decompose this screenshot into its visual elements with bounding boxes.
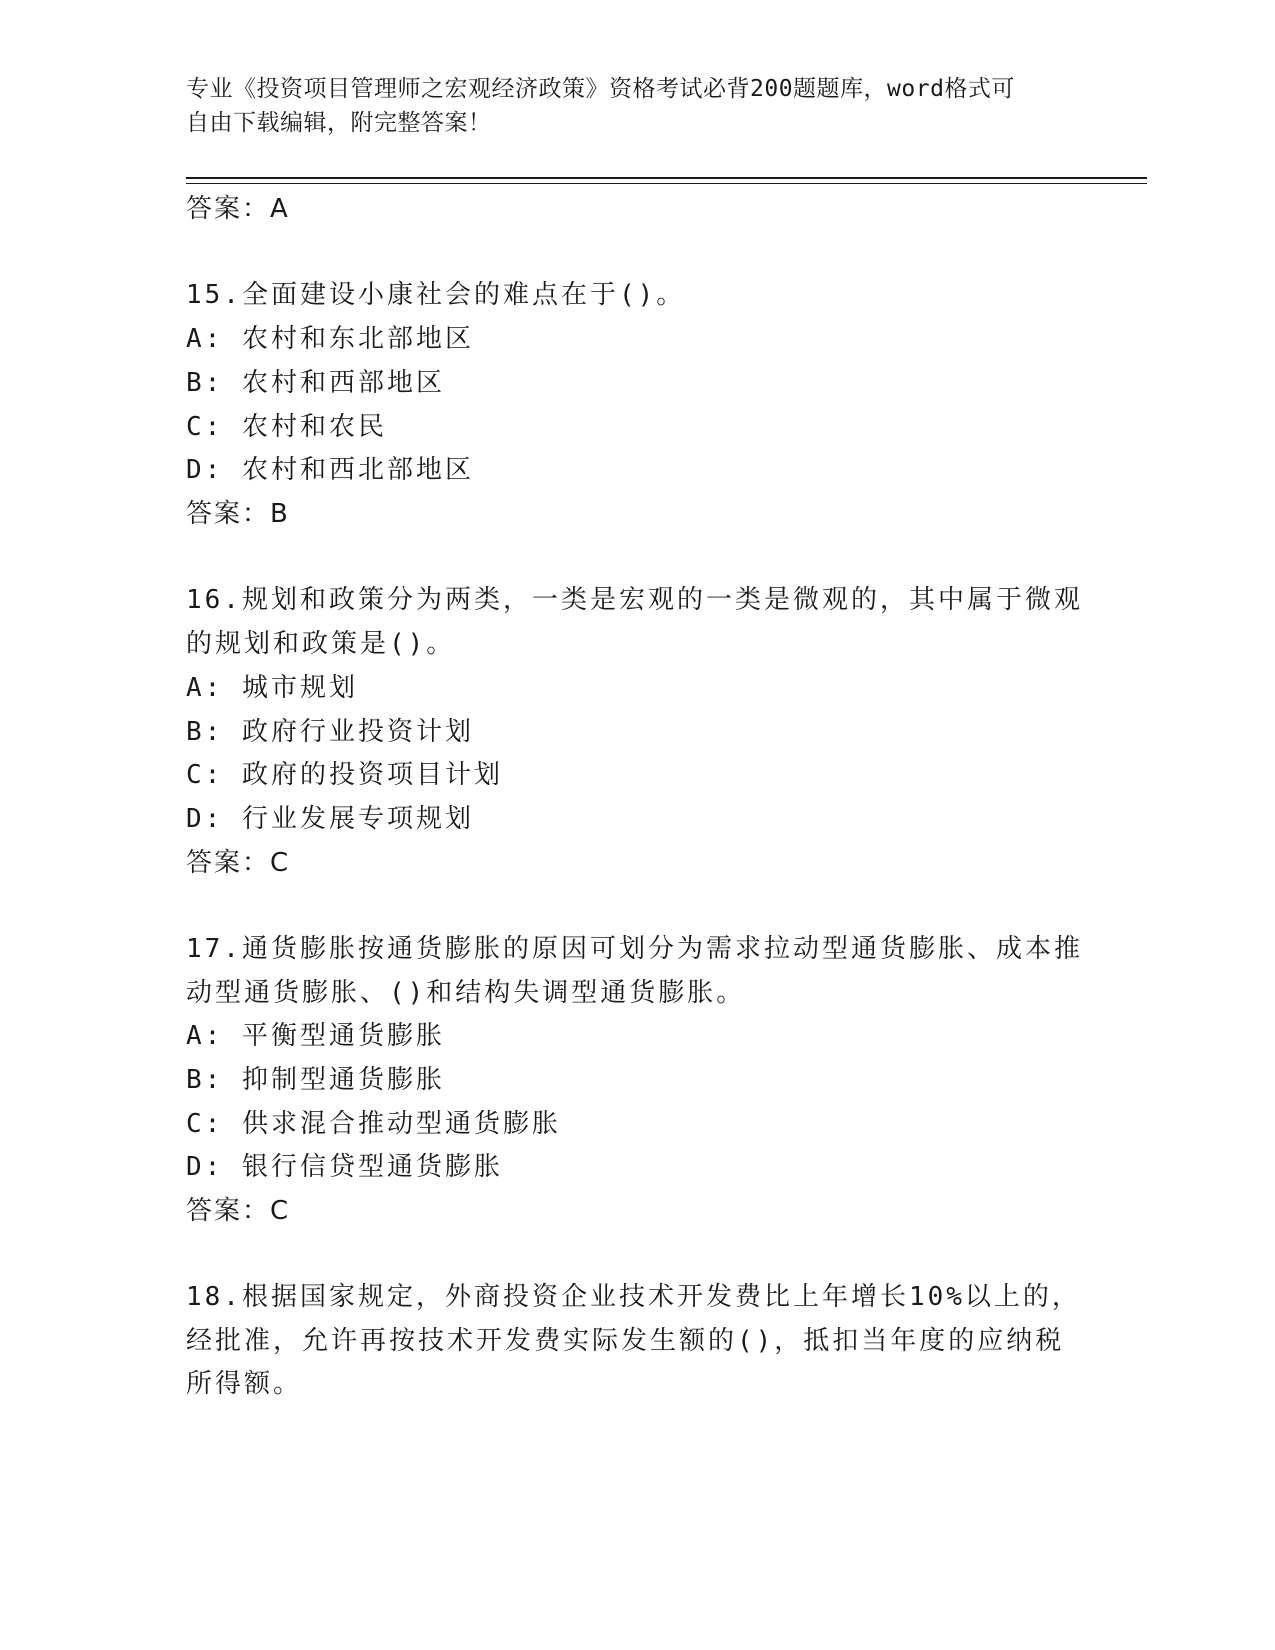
option-d: D: 银行信贷型通货膨胀: [186, 1152, 503, 1182]
document-header: [186, 72, 1066, 140]
answer-line: 答案：B: [186, 499, 290, 529]
question-stem: 18.根据国家规定，外商投资企业技术开发费比上年增长10%以上的，: [186, 1282, 1081, 1312]
question-stem: 15.全面建设小康社会的难点在于()。: [186, 280, 686, 310]
question-stem: 17.通货膨胀按通货膨胀的原因可划分为需求拉动型通货膨胀、成本推: [186, 934, 1083, 964]
answer-line: 答案：A: [186, 194, 290, 224]
header-divider-thick: [186, 177, 1147, 179]
answer-line: 答案：C: [186, 1196, 291, 1226]
answer-line: 答案：C: [186, 848, 291, 878]
option-b: B: 抑制型通货膨胀: [186, 1065, 445, 1095]
question-stem: 动型通货膨胀、()和结构失调型通货膨胀。: [186, 978, 746, 1008]
option-a: A: 城市规划: [186, 673, 358, 703]
option-d: D: 农村和西北部地区: [186, 455, 474, 485]
header-line-2: 自由下载编辑，附完整答案！: [186, 110, 492, 136]
question-stem: 的规划和政策是()。: [186, 629, 456, 659]
question-stem: 经批准，允许再按技术开发费实际发生额的()，抵扣当年度的应纳税: [186, 1326, 1065, 1356]
option-a: A: 平衡型通货膨胀: [186, 1021, 445, 1051]
option-b: B: 政府行业投资计划: [186, 717, 474, 747]
header-line-1: 专业《投资项目管理师之宏观经济政策》资格考试必背200题题库，word格式可: [186, 76, 1015, 102]
option-c: C: 政府的投资项目计划: [186, 760, 503, 790]
option-a: A: 农村和东北部地区: [186, 324, 474, 354]
option-d: D: 行业发展专项规划: [186, 804, 474, 834]
question-stem: 16.规划和政策分为两类，一类是宏观的一类是微观的，其中属于微观: [186, 585, 1083, 615]
header-divider-thin: [186, 183, 1147, 184]
option-b: B: 农村和西部地区: [186, 368, 445, 398]
option-c: C: 农村和农民: [186, 412, 387, 442]
option-c: C: 供求混合推动型通货膨胀: [186, 1109, 561, 1139]
question-stem: 所得额。: [186, 1369, 303, 1399]
